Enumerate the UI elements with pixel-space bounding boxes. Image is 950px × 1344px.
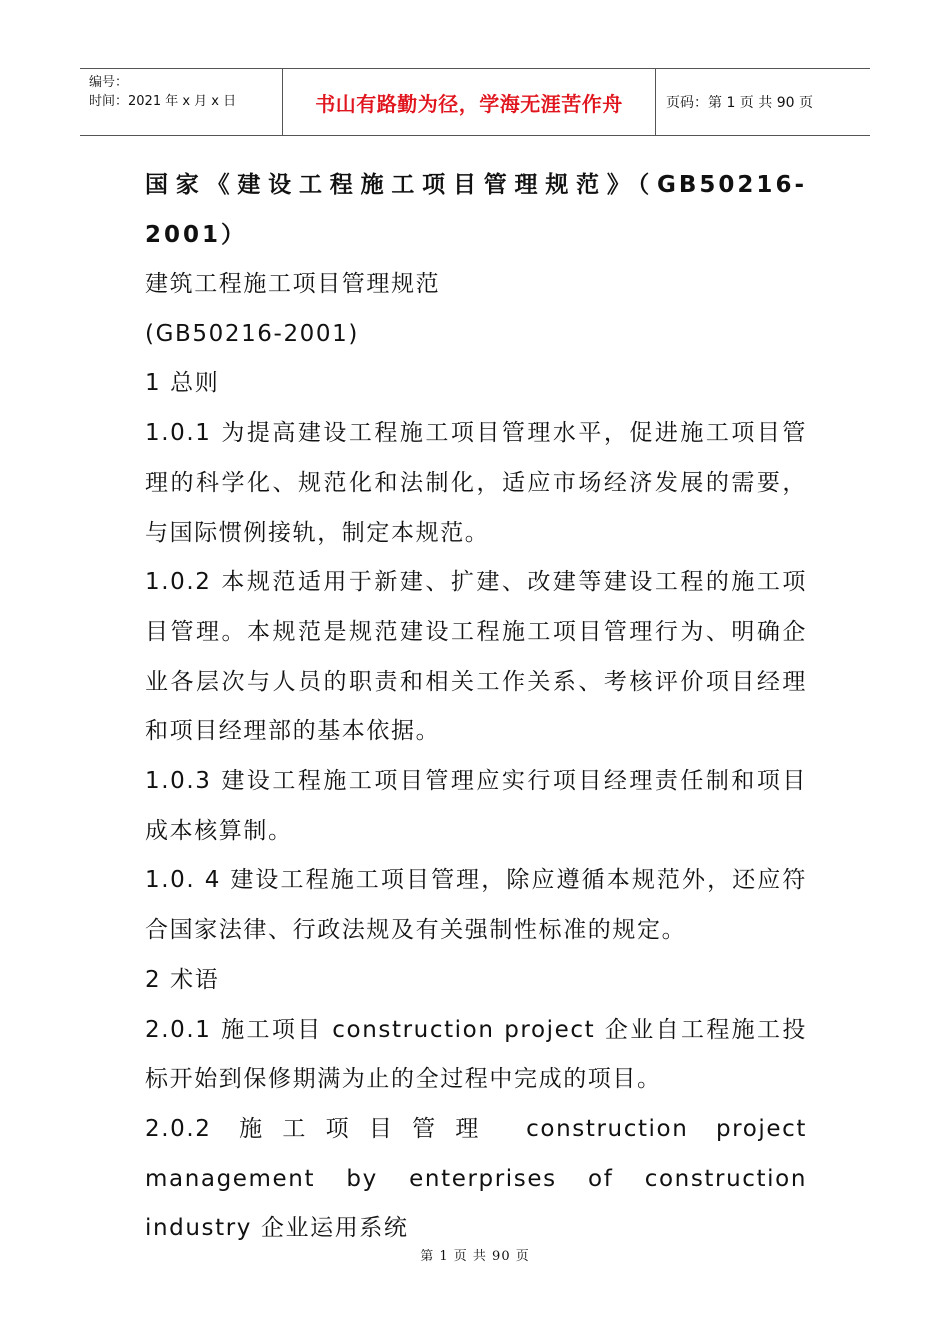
header-meta bbox=[80, 69, 282, 135]
paragraph-2-0-2: 2.0.2 施工项目管理 construction project management by enterprises of construction industry 企业运用系统 bbox=[145, 1115, 807, 1242]
paragraph-1-0-4: 1.0. 4 建设工程施工项目管理，除应遵循本规范外，还应符合国家法律、行政法规及有关强制性标准的规定。 bbox=[145, 867, 807, 944]
paragraph-1-0-3: 1.0.3 建设工程施工项目管理应实行项目经理责任制和项目成本核算制。 bbox=[145, 768, 807, 844]
document-body bbox=[145, 160, 807, 1254]
section-heading-general: 1 总则 bbox=[145, 370, 220, 397]
paragraph-2-0-1: 2.0.1 施工项目 construction project 企业自工程施工投标开始到保修期满为止的全过程中完成的项目。 bbox=[145, 1016, 807, 1093]
header-page-info: 页码：第 1 页 共 90 页 bbox=[666, 95, 813, 111]
number-label: 编号： bbox=[89, 75, 129, 90]
time-label: 时间：2021 年 x 月 x 日 bbox=[89, 94, 237, 109]
header-motto: 书山有路勤为径，学海无涯苦作舟 bbox=[282, 69, 656, 135]
page-footer: 第 1 页 共 90 页 bbox=[420, 1249, 530, 1264]
document-header bbox=[80, 68, 870, 136]
paragraph-subtitle: 建筑工程施工项目管理规范 bbox=[145, 271, 441, 297]
paragraph-code: (GB50216-2001) bbox=[145, 320, 359, 347]
document-title: 国家《建设工程施工项目管理规范》（GB50216-2001） bbox=[145, 172, 807, 248]
paragraph-1-0-2: 1.0.2 本规范适用于新建、扩建、改建等建设工程的施工项目管理。本规范是规范建设工程施工项目管理行为、明确企业各层次与人员的职责和相关工作关系、考核评价项目经理和项目经理部的基本依据。 bbox=[145, 569, 807, 745]
paragraph-1-0-1: 1.0.1 为提高建设工程施工项目管理水平，促进施工项目管理的科学化、规范化和法制化，适应市场经济发展的需要，与国际惯例接轨，制定本规范。 bbox=[145, 420, 807, 546]
section-heading-terms: 2 术语 bbox=[145, 966, 220, 993]
